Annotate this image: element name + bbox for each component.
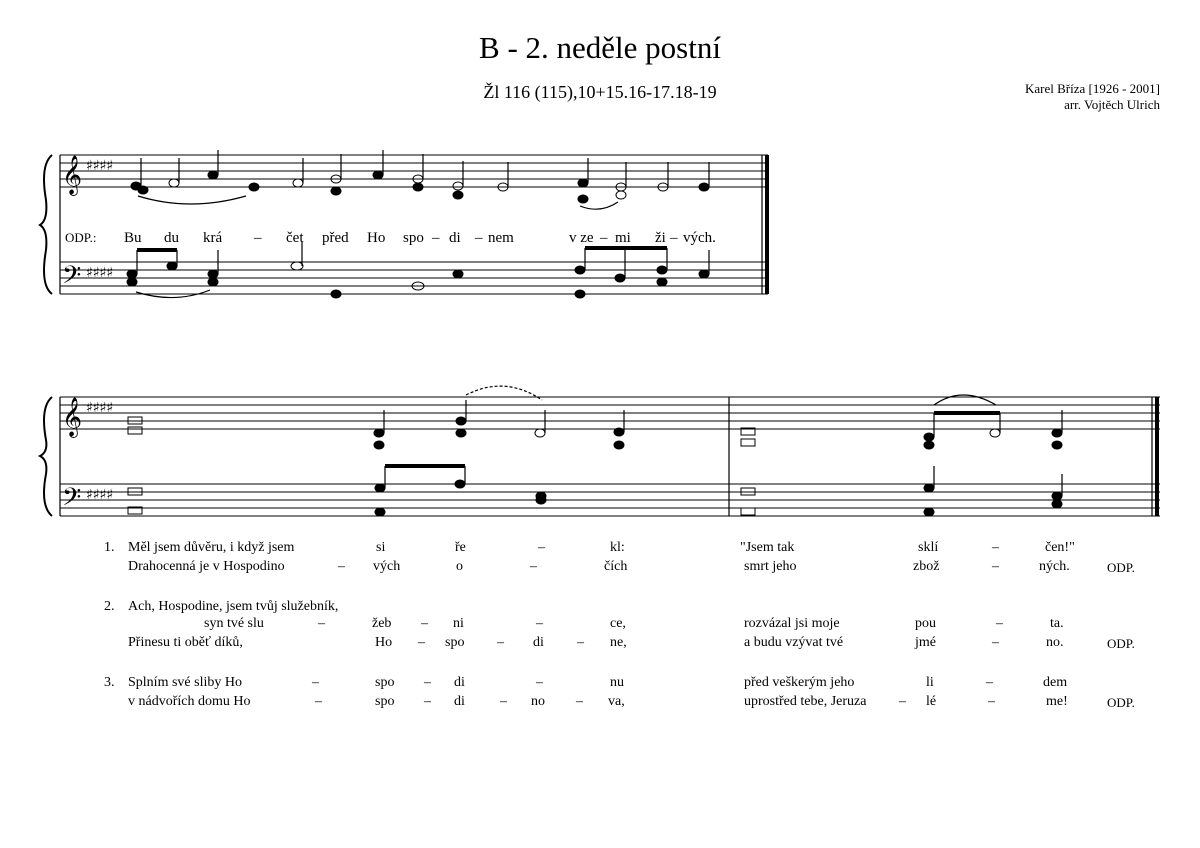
verse-text: čen!" [1045,540,1075,555]
svg-text:krá: krá [203,230,223,246]
verse-text: – [992,559,999,574]
verse-text: – [315,694,322,709]
svg-text:𝄞: 𝄞 [62,155,83,195]
verse-text: spo [375,694,395,709]
svg-text:–: – [670,230,678,246]
verse-text: – [500,694,507,709]
svg-text:𝄢: 𝄢 [62,483,82,518]
verse-text: smrt jeho [744,559,797,574]
svg-text:♯♯♯♯: ♯♯♯♯ [86,487,114,503]
svg-text:Ho: Ho [367,230,386,246]
verse-text: uprostřed tebe, Jeruza [744,694,867,709]
verse-text: si [376,540,386,555]
verse-text: – [338,559,345,574]
page-title: B - 2. neděle postní [479,30,721,65]
verse-text: – [992,635,999,650]
svg-text:–: – [475,230,483,246]
verse-text: pou [915,616,936,631]
arranger-credit: arr. Vojtěch Ulrich [1064,97,1160,112]
svg-text:–: – [432,230,440,246]
svg-text:♯♯♯♯: ♯♯♯♯ [86,400,114,416]
verse-text: v nádvořích domu Ho [128,694,251,709]
odp-marker: ODP. [1107,560,1135,575]
verse-text: čích [604,559,628,574]
verse-text: "Jsem tak [740,540,795,555]
svg-text:♯♯♯♯: ♯♯♯♯ [86,265,114,281]
svg-text:ži: ži [655,230,666,246]
odp-marker: ODP. [1107,695,1135,710]
svg-text:čet: čet [286,230,304,246]
verse-text: – [577,635,584,650]
verse-text: – [318,616,325,631]
verse-text: – [576,694,583,709]
verse-text: – [996,616,1003,631]
verse-text: ni [453,616,464,631]
verse-text: ře [455,540,466,555]
verse-number: 3. [104,675,115,690]
psalm-reference: Žl 116 (115),10+15.16-17.18-19 [483,82,717,102]
svg-text:vých.: vých. [683,230,716,246]
verse-text: – [899,694,906,709]
verse-text: va, [608,694,625,709]
verse-text: – [986,675,993,690]
verse-text: Ach, Hospodine, jsem tvůj služebník, [128,599,339,614]
verse-text: Splním své sliby Ho [128,675,242,690]
verse-text: vých [373,559,401,574]
verse-text: – [424,675,431,690]
verse-number: 2. [104,599,115,614]
verse-text: me! [1046,694,1068,709]
verse-text: Měl jsem důvěru, i když jsem [128,540,295,555]
svg-text:–: – [254,230,262,246]
verse-text: dem [1043,675,1068,690]
verse-text: – [538,540,545,555]
svg-text:nem: nem [488,230,514,246]
svg-text:mi: mi [615,230,631,246]
verse-text: sklí [918,540,939,555]
verse-text: no [531,694,545,709]
svg-text:♯♯♯♯: ♯♯♯♯ [86,158,114,174]
verse-text: – [992,540,999,555]
system-1-notes [127,150,709,298]
verse-text: di [454,675,465,690]
verse-text: ných. [1039,559,1070,574]
verse-text: lé [926,694,937,709]
verse-text: spo [375,675,395,690]
verse-text: – [988,694,995,709]
refrain-label: ODP.: [65,230,97,245]
svg-text:du: du [164,230,179,246]
composer-credit: Karel Bříza [1926 - 2001] [1024,81,1160,96]
svg-text:v ze: v ze [569,230,594,246]
verse-text: ta. [1050,616,1064,631]
verse-text: Ho [375,635,393,650]
svg-text:di: di [449,230,461,246]
svg-text:𝄢: 𝄢 [62,261,82,296]
verse-number: 1. [104,540,115,555]
verse-text: jmé [915,635,936,650]
verse-text: zbož [913,559,940,574]
verse-text: di [454,694,465,709]
verse-text: kl: [610,540,625,555]
svg-text:spo: spo [403,230,424,246]
svg-text:𝄞: 𝄞 [62,397,83,437]
verse-text: žeb [372,616,392,631]
verse-text: Drahocenná je v Hospodino [128,559,285,574]
verse-text: – [497,635,504,650]
verse-text: ce, [610,616,626,631]
verse-text: – [418,635,425,650]
verse-text: – [536,675,543,690]
verse-text: – [424,694,431,709]
svg-text:Bu: Bu [124,230,142,246]
verse-text: di [533,635,544,650]
verse-text: o [456,559,463,574]
verse-text: spo [445,635,465,650]
system-1-clefs [62,155,113,296]
svg-text:před: před [322,230,349,246]
system-2-clefs [62,397,113,518]
verse-text: ne, [610,635,627,650]
svg-text:–: – [600,230,608,246]
verse-text: syn tvé slu [204,616,264,631]
verse-text: – [312,675,319,690]
refrain-lyrics [65,230,716,246]
verse-text: a budu vzývat tvé [744,635,844,650]
system-2-notes [128,386,1062,516]
odp-marker: ODP. [1107,636,1135,651]
verse-text: před veškerým jeho [744,675,855,690]
verse-text: rozvázal jsi moje [744,616,840,631]
verse-text: no. [1046,635,1064,650]
verse-text: – [421,616,428,631]
verse-text: – [536,616,543,631]
verse-text: – [530,559,537,574]
verse-text: li [926,675,934,690]
verse-text: Přinesu ti oběť díků, [128,635,243,650]
verse-text: nu [610,675,624,690]
